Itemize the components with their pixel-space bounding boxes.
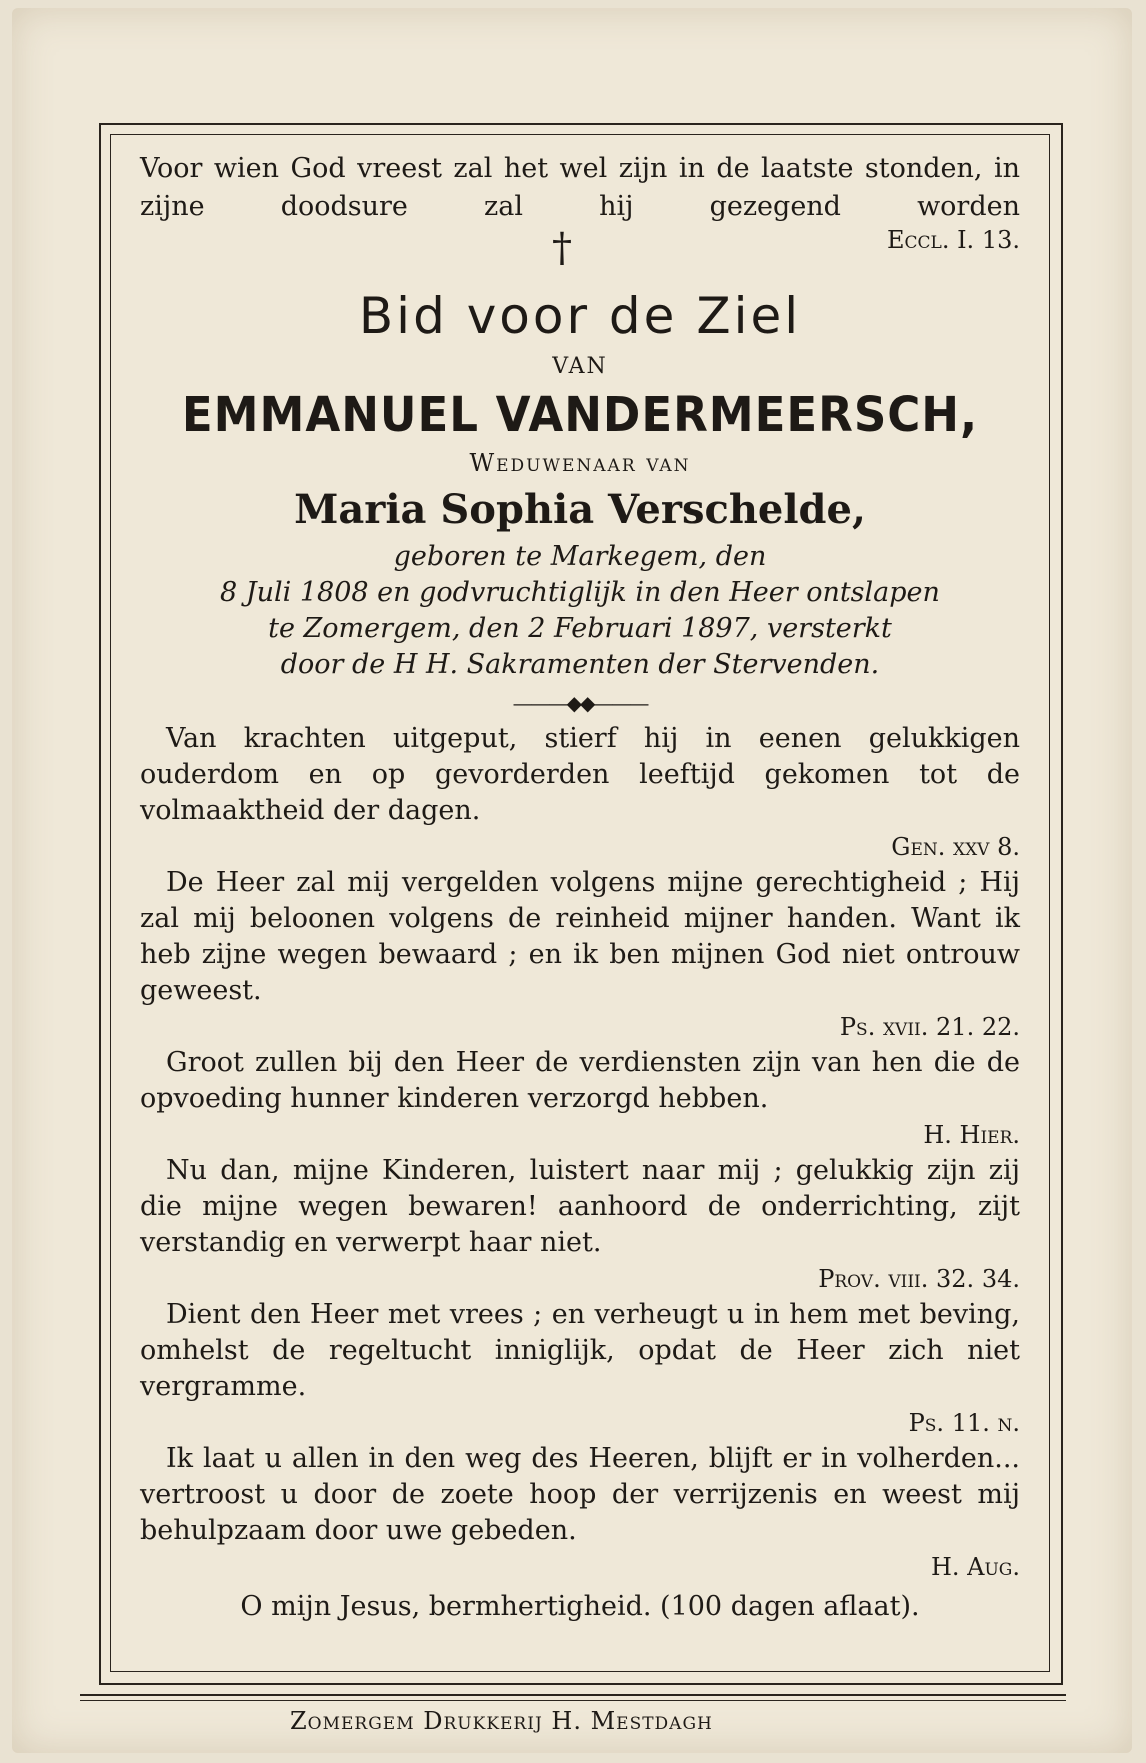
cross-icon: † (552, 225, 572, 271)
van-label: VAN (552, 354, 608, 379)
bottom-rule-thin (80, 1700, 1066, 1701)
passage-ref: Ps. xvii. 21. 22. (839, 1013, 1020, 1041)
bottom-rule (80, 1694, 1066, 1696)
epigraph-ref-text: Eccl. I. 13. (887, 226, 1020, 254)
passage-ref: Gen. xxv 8. (891, 833, 1020, 861)
bio-line: te Zomergem, den 2 Februari 1897, versterkt (268, 613, 892, 644)
deceased-name: EMMANUEL VANDERMEERSCH, (181, 387, 979, 443)
bio-line: 8 Juli 1808 en godvruchtiglijk in den Heer ontslapen (220, 577, 940, 608)
passage-text: Groot zullen bij den Heer de verdiensten zijn van hen die de opvoeding hunner kinderen verzorgd hebben. (140, 1047, 1020, 1114)
bio-line: geboren te Markegem, den (393, 541, 767, 572)
bio-line: door de H H. Sakramenten der Stervenden. (280, 649, 880, 680)
passage-text: Van krachten uitgeput, stierf hij in eenen gelukkigen ouderdom en op gevorderden leeftijd gekomen tot de volmaaktheid der dagen. (140, 723, 1020, 826)
biography (140, 539, 1020, 683)
passages (140, 721, 1020, 1585)
passage-ref: H. Aug. (930, 1553, 1020, 1581)
final-prayer: O mijn Jesus, bermhertigheid. (100 dagen aflaat). (240, 1591, 920, 1622)
spouse-name: Maria Sophia Verschelde, (294, 486, 866, 533)
passage-text: Dient den Heer met vrees ; en verheugt u in hem met beving, omhelst de regeltucht inniglijk, opdat de Heer zich niet vergramme. (140, 1299, 1020, 1402)
ornament-divider: ———◆◆——— (512, 691, 648, 715)
passage-ref: H. Hier. (923, 1121, 1020, 1149)
card-content (140, 150, 1020, 1627)
widower-label: Weduwenaar van (469, 449, 691, 477)
passage-ref: Prov. viii. 32. 34. (818, 1265, 1020, 1293)
passage-ref: Ps. 11. n. (908, 1409, 1020, 1437)
passage-text: Nu dan, mijne Kinderen, luistert naar mij ; gelukkig zijn zij die mijne wegen bewaren! aanhoord de onderrichting, zijt verstandig en verwerpt haar niet. (140, 1155, 1020, 1258)
passage-text: Ik laat u allen in den weg des Heeren, blijft er in volherden... vertroost u door de zoete hoop der verrijzenis en weest mij behulpzaam door uwe gebeden. (140, 1443, 1020, 1546)
epigraph-reference (140, 225, 1020, 271)
epigraph-text: Voor wien God vreest zal het wel zijn in de laatste stonden, in zijne doodsure zal hij gezegend worden (140, 153, 1020, 222)
card-title: Bid voor de Ziel (358, 287, 802, 345)
printer-imprint: Zomergem Drukkerij H. Mestdagh (290, 1707, 713, 1735)
passage-text: De Heer zal mij vergelden volgens mijne gerechtigheid ; Hij zal mij beloonen volgens de reinheid mijner handen. Want ik heb zijne wegen bewaard ; en ik ben mijnen God niet ontrouw geweest. (140, 867, 1020, 1006)
